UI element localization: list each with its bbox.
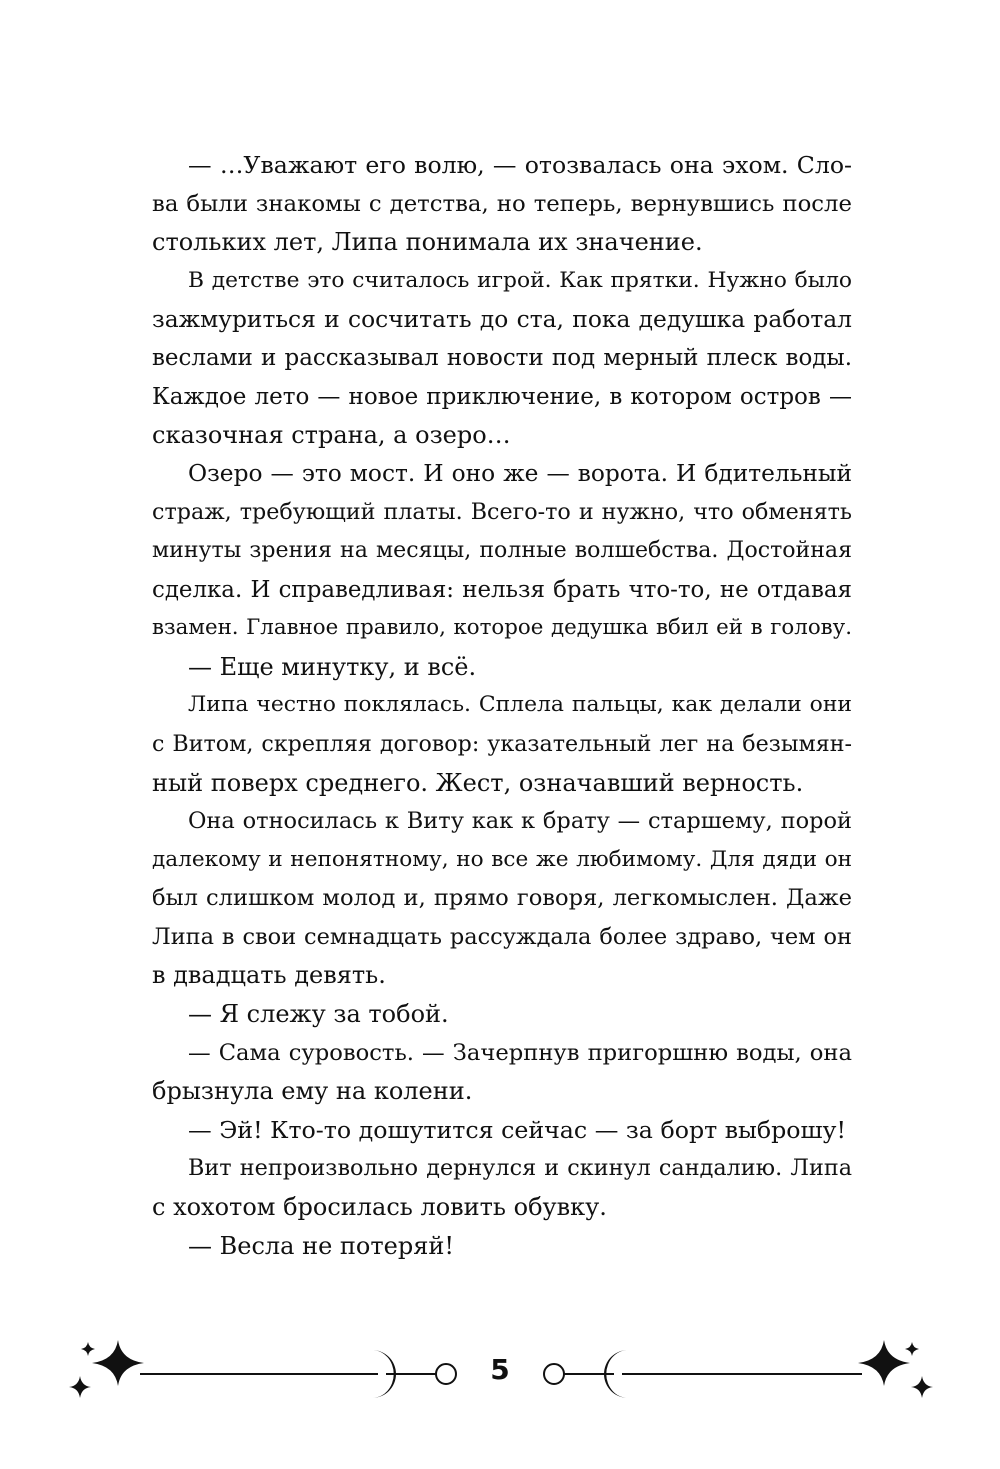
page-footer xyxy=(0,1330,1000,1430)
text-line: сделка. И справедливая: нельзя брать что-то, не отдавая xyxy=(152,576,852,603)
text-line: — …Уважают его волю, — отозвалась она эхом. Сло- xyxy=(188,151,852,179)
body-text xyxy=(152,146,852,1265)
small-star-left-bottom-icon xyxy=(69,1376,91,1398)
text-line: Вит непроизвольно дернулся и скинул сандалию. Липа xyxy=(188,1155,852,1182)
circle-left-icon xyxy=(436,1364,456,1384)
text-line: В детстве это считалось игрой. Как прятки. Нужно было xyxy=(188,267,852,293)
small-star-right-bottom-icon xyxy=(911,1376,933,1398)
text-line: зажмуриться и сосчитать до ста, пока дедушка работал xyxy=(152,305,852,334)
text-line: страж, требующий платы. Всего-то и нужно, что обменять xyxy=(152,499,852,526)
text-line: Липа в свои семнадцать рассуждала более здраво, чем он xyxy=(152,923,852,950)
text-line: взамен. Главное правило, которое дедушка вбил ей в голову. xyxy=(152,615,852,641)
text-line: — Эй! Кто-то дошутится сейчас — за борт выброшу! xyxy=(188,1115,846,1144)
text-line: в двадцать девять. xyxy=(152,961,386,990)
text-line: Она относилась к Виту как к брату — старшему, порой xyxy=(188,808,852,835)
text-line: минуты зрения на месяцы, полные волшебства. Достойная xyxy=(152,537,852,563)
text-line: — Сама суровость. — Зачерпнув пригоршню воды, она xyxy=(188,1039,852,1066)
text-line: Липа честно поклялась. Сплела пальцы, как делали они xyxy=(188,692,852,718)
text-line: — Весла не потеряй! xyxy=(188,1231,454,1260)
text-line: ва были знакомы с детства, но теперь, вернувшись после xyxy=(152,190,852,217)
text-line: сказочная страна, а озеро… xyxy=(152,421,511,450)
text-line: с хохотом бросилась ловить обувку. xyxy=(152,1193,607,1222)
large-star-right-icon xyxy=(858,1340,910,1386)
text-line: стольких лет, Липа понимала их значение. xyxy=(152,228,703,257)
text-line: веслами и рассказывал новости под мерный плеск воды. xyxy=(152,344,852,371)
text-line: брызнула ему на колени. xyxy=(152,1077,473,1106)
text-line: — Я слежу за тобой. xyxy=(188,1000,449,1029)
text-line: с Витом, скрепляя договор: указательный лег на безымян- xyxy=(152,730,852,757)
large-star-left-icon xyxy=(92,1340,144,1386)
text-line: ный поверх среднего. Жест, означавший верность. xyxy=(152,768,804,797)
small-star-left-top-icon xyxy=(81,1342,95,1356)
text-line: Каждое лето — новое приключение, в котором остров — xyxy=(152,383,852,410)
circle-right-icon xyxy=(544,1364,564,1384)
text-line: — Еще минутку, и всё. xyxy=(188,652,477,681)
small-star-right-top-icon xyxy=(905,1342,919,1356)
text-line: был слишком молод и, прямо говоря, легкомыслен. Даже xyxy=(152,885,852,912)
text-line: Озеро — это мост. И оно же — ворота. И бдительный xyxy=(188,459,852,487)
text-line: далекому и непонятному, но все же любимому. Для дяди он xyxy=(152,846,852,872)
page-number: 5 xyxy=(490,1353,510,1386)
